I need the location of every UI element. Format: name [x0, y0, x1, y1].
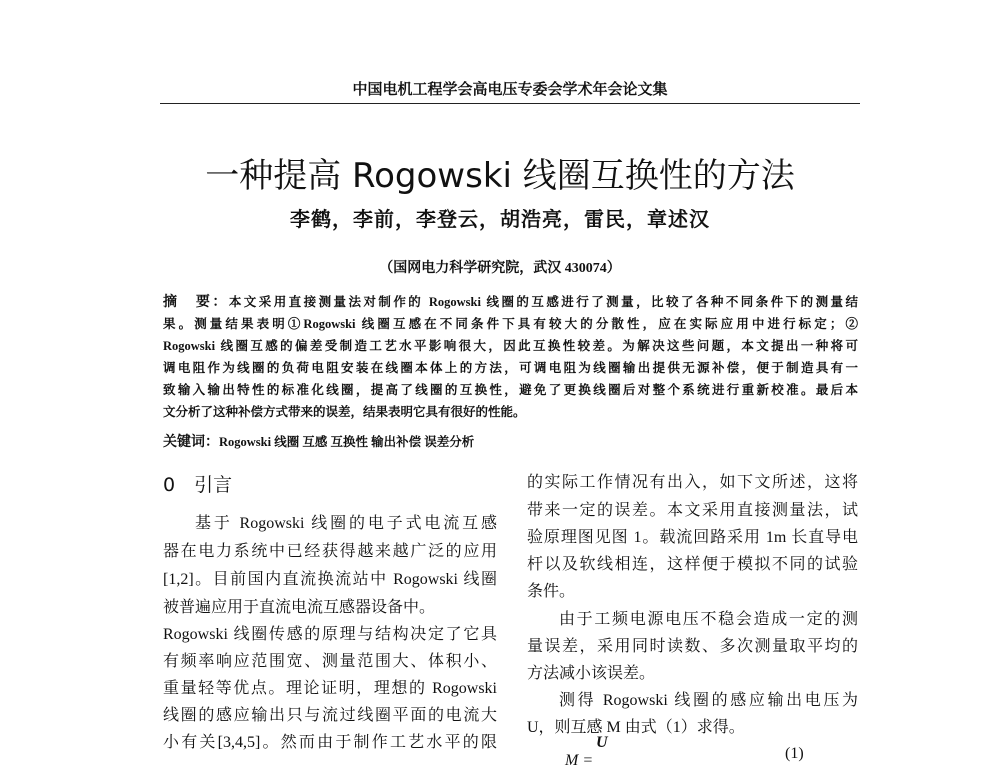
abstract-line: 果。测量结果表明①Rogowski 线圈互感在不同条件下具有较大的分散性，应在实际应用中进行标定；②: [163, 317, 858, 331]
body-line: 由于工频电源电压不稳会造成一定的测: [559, 611, 858, 628]
body-line: 被普遍应用于直流电流互感器设备中。: [163, 599, 436, 616]
abstract-line: 致输入输出特性的标准化线圈，提高了线圈的互换性，避免了更换线圈后对整个系统进行重新校准。最后本: [163, 383, 858, 397]
section-heading: 0 引言: [163, 474, 233, 496]
affiliation: （国网电力科学研究院，武汉 430074）: [379, 261, 621, 276]
abstract-line: [163, 291, 858, 313]
body-line: 杆以及软线相连，这样便于模拟不同的试验: [527, 556, 858, 573]
abstract-line: 调电阻作为线圈的负荷电阻安装在线圈本体上的方法，可调电阻为线圈输出提供无源补偿，便于制造具有一: [163, 361, 858, 375]
body-line: 的实际工作情况有出入，如下文所述，这将: [527, 474, 858, 491]
body-line: [1,2]。目前国内直流换流站中 Rogowski 线圈: [163, 571, 497, 588]
paper-title: 一种提高 Rogowski 线圈互换性的方法: [205, 156, 795, 196]
abstract-text: 本文采用直接测量法对制作的 Rogowski 线圈的互感进行了测量，比较了各种不同条件下的测量结: [228, 295, 858, 309]
body-line: 基于 Rogowski 线圈的电子式电流互感: [195, 515, 497, 532]
body-line: Rogowski 线圈传感的原理与结构决定了它具: [163, 626, 497, 643]
body-line: 有频率响应范围宽、测量范围大、体积小、: [163, 653, 497, 670]
keywords-label: 关键词：: [163, 434, 219, 450]
abstract-line: 文分析了这种补偿方式带来的误差，结果表明它具有很好的性能。: [163, 405, 526, 419]
body-line: 小有关[3,4,5]。然而由于制作工艺水平的限: [163, 734, 497, 751]
keywords-text: Rogowski 线圈 互感 互换性 输出补偿 误差分析: [219, 435, 475, 449]
body-line: 线圈的感应输出只与流过线圈平面的电流大: [163, 707, 497, 724]
header-rule: [160, 103, 860, 104]
body-line: 方法减小该误差。: [527, 665, 656, 682]
authors: 李鹤，李前，李登云，胡浩亮，雷民，章述汉: [290, 209, 710, 231]
body-line: U，则互感 M 由式（1）求得。: [527, 719, 745, 736]
equation-lhs: M =: [565, 752, 594, 769]
running-header: 中国电机工程学会高电压专委会学术年会论文集: [352, 82, 668, 98]
body-line: 测得 Rogowski 线圈的感应输出电压为: [559, 692, 858, 709]
body-line: 带来一定的误差。本文采用直接测量法，试: [527, 502, 858, 519]
equation-number: (1): [785, 745, 804, 762]
body-line: 器在电力系统中已经获得越来越广泛的应用: [163, 543, 497, 560]
keywords: [163, 431, 474, 451]
abstract-label: 摘 要：: [163, 294, 229, 310]
body-line: 条件。: [527, 583, 576, 600]
body-line: 量误差，采用同时读数、多次测量取平均的: [527, 638, 858, 655]
body-line: 重量轻等优点。理论证明，理想的 Rogowski: [163, 680, 497, 697]
abstract-line: Rogowski 线圈互感的偏差受制造工艺水平影响很大，因此互换性较差。为解决这些问题，本文提出一种将可: [163, 339, 858, 353]
equation-numerator: U: [596, 734, 608, 751]
body-line: 验原理图见图 1。载流回路采用 1m 长直导电: [527, 529, 858, 546]
